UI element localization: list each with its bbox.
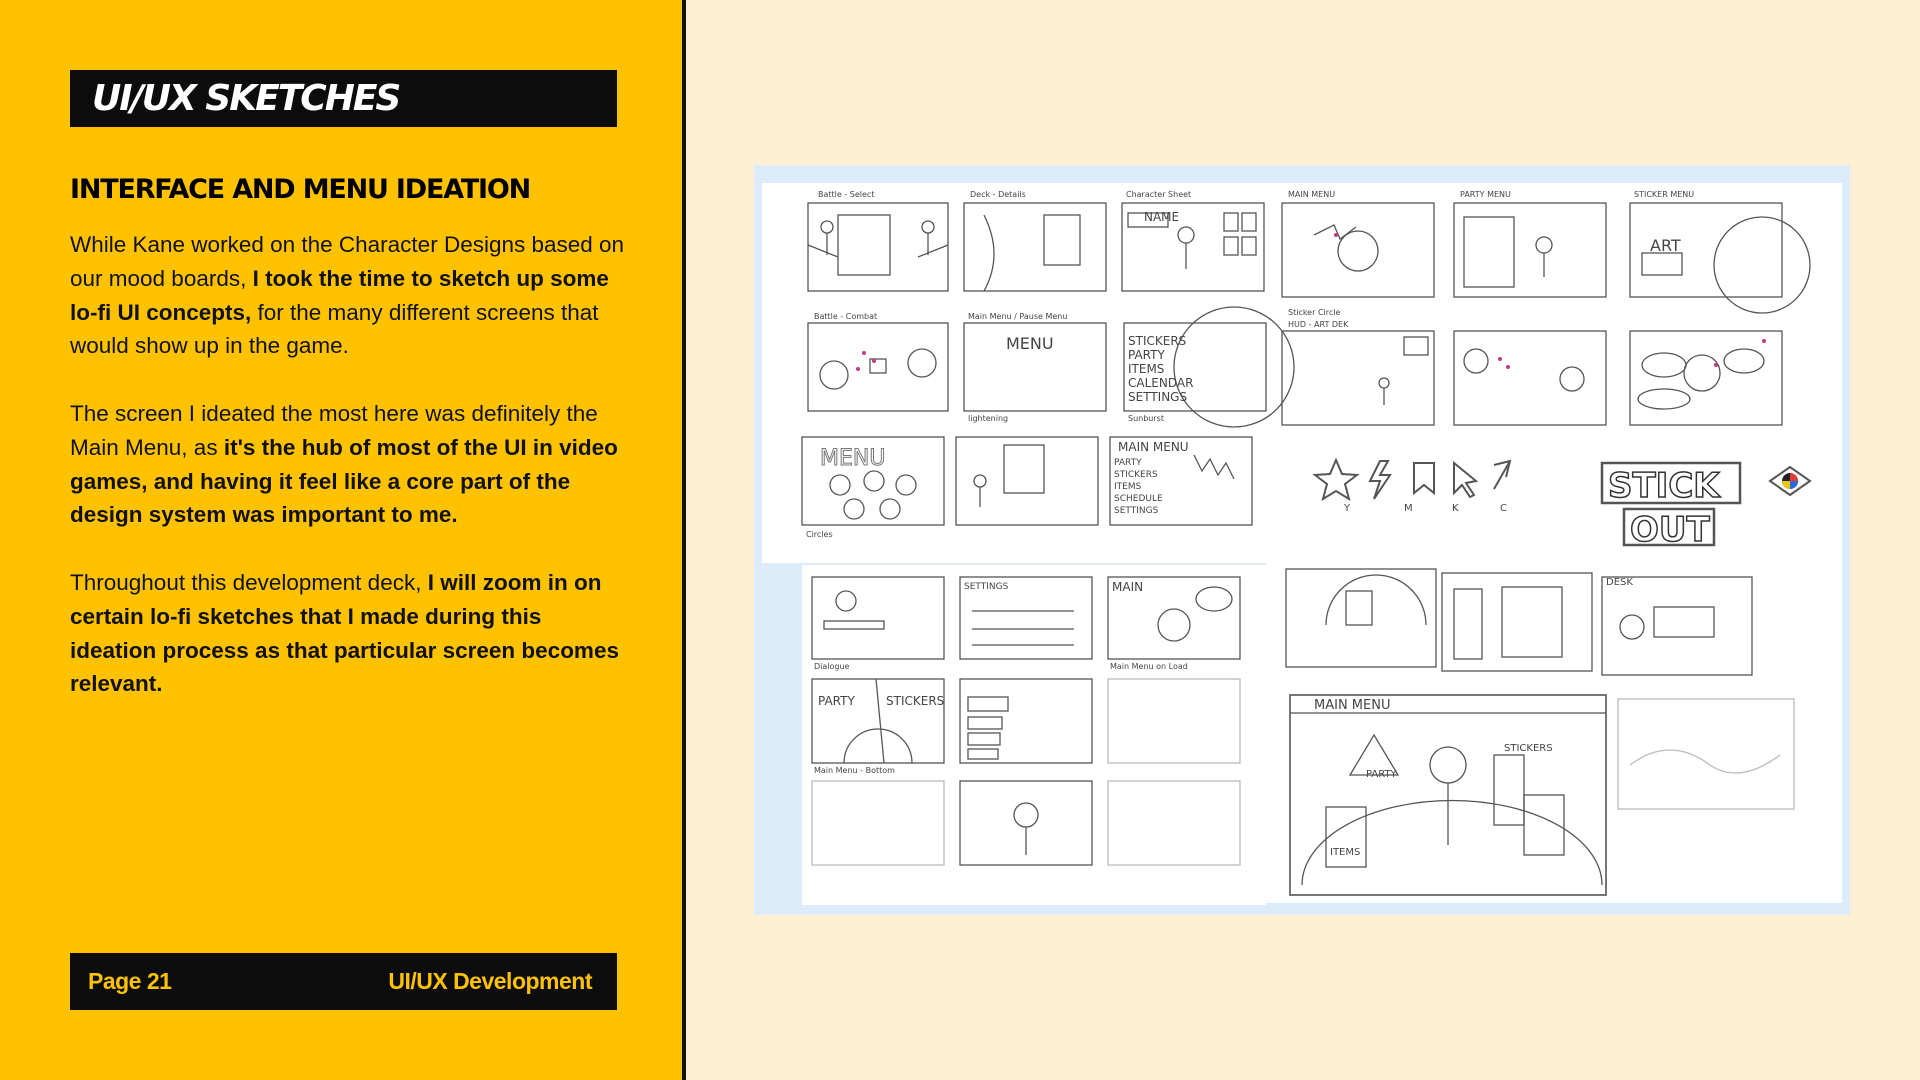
sketch-label: K <box>1452 503 1459 514</box>
sketch-label: STICKER MENU <box>1634 190 1695 199</box>
body-text-bold: I will zoom in on certain lo-fi sketches that I made during this ideation process as that particular screen becomes relevant. <box>70 569 619 697</box>
body-paragraph <box>70 397 630 532</box>
sketch-label: MENU <box>1006 334 1054 353</box>
sketch-label: Deck - Details <box>970 190 1026 199</box>
body-paragraph <box>70 228 630 363</box>
section-subheading: INTERFACE AND MENU IDEATION <box>70 174 531 205</box>
sketch-label: Main Menu / Pause Menu <box>968 312 1068 321</box>
section-name: UI/UX Development <box>388 968 592 994</box>
body-text-run: The screen I ideated the most here was definitely the Main Menu, as <box>70 400 598 460</box>
sketch-label: STICKERS <box>1128 334 1187 348</box>
sketch-label: ITEMS <box>1114 482 1142 492</box>
sketch-label: lightening <box>968 414 1009 423</box>
sketch-label: STICKERS <box>886 694 945 708</box>
sketch-label: Y <box>1344 503 1351 514</box>
sketch-label: MENU <box>820 446 886 471</box>
body-text-run: Throughout this development deck, <box>70 569 428 595</box>
page-title: UI/UX SKETCHES <box>92 78 400 119</box>
sketch-label: HUD - ART DEK <box>1288 320 1349 329</box>
sketch-label: PARTY <box>1114 458 1142 468</box>
sketch-label: ITEMS <box>1128 362 1165 376</box>
body-text-run: for the many different screens that would show up in the game. <box>70 299 599 359</box>
sketch-label: Battle - Combat <box>814 312 878 321</box>
footer-bar <box>70 953 617 1010</box>
body-text-bold: I took the time to sketch up some lo-fi UI concepts, <box>70 265 609 325</box>
body-text-bold: it's the hub of most of the UI in video games, and having it feel like a core part of the design system was important to me. <box>70 434 618 528</box>
sketch-label: STICKERS <box>1114 470 1158 480</box>
sketch-label: Sunburst <box>1128 414 1164 423</box>
panel-divider <box>682 0 686 1080</box>
sketch-label: Battle - Select <box>818 190 875 199</box>
body-text <box>70 228 630 735</box>
sketch-label: PARTY MENU <box>1460 190 1511 199</box>
sketch-label: NAME <box>1144 210 1180 224</box>
sketch-collage-image <box>754 165 1850 915</box>
sketch-label: Main Menu - Bottom <box>814 766 895 775</box>
body-text-run: While Kane worked on the Character Designs based on our mood boards, <box>70 232 625 291</box>
sketch-label: PARTY <box>818 694 855 708</box>
sketch-label: MAIN MENU <box>1314 698 1391 713</box>
sketch-label: CALENDAR <box>1128 376 1194 390</box>
sketch-label: STICKERS <box>1504 743 1553 754</box>
sketch-logo-out: OUT <box>1630 510 1710 550</box>
sketch-label: Circles <box>806 530 833 539</box>
sketch-label: SETTINGS <box>964 582 1009 592</box>
sketch-label: Character Sheet <box>1126 190 1192 199</box>
left-panel <box>0 0 682 1080</box>
sketch-label: SETTINGS <box>1128 390 1188 404</box>
sketch-label: Sticker Circle <box>1288 308 1341 317</box>
sketch-label: DESK <box>1606 577 1633 588</box>
sketch-logo-stick: STICK <box>1608 466 1720 506</box>
sketch-label: ART <box>1650 236 1681 255</box>
sketch-label: ITEMS <box>1330 847 1361 858</box>
sketch-label: Dialogue <box>814 662 850 671</box>
page-number: Page 21 <box>88 968 172 994</box>
sketch-label: MAIN MENU <box>1288 190 1336 199</box>
sketch-label: PARTY <box>1128 348 1165 362</box>
sketch-label: SETTINGS <box>1114 506 1159 516</box>
sketch-label: MAIN MENU <box>1118 440 1189 454</box>
body-paragraph <box>70 566 630 701</box>
sketch-label: Main Menu on Load <box>1110 662 1188 671</box>
sketch-label: PARTY <box>1366 769 1397 780</box>
sketch-label: M <box>1404 503 1413 514</box>
sketch-label: SCHEDULE <box>1114 494 1163 504</box>
sketch-label: MAIN <box>1112 580 1144 594</box>
sketch-label: C <box>1500 503 1507 514</box>
title-bar <box>70 70 617 127</box>
